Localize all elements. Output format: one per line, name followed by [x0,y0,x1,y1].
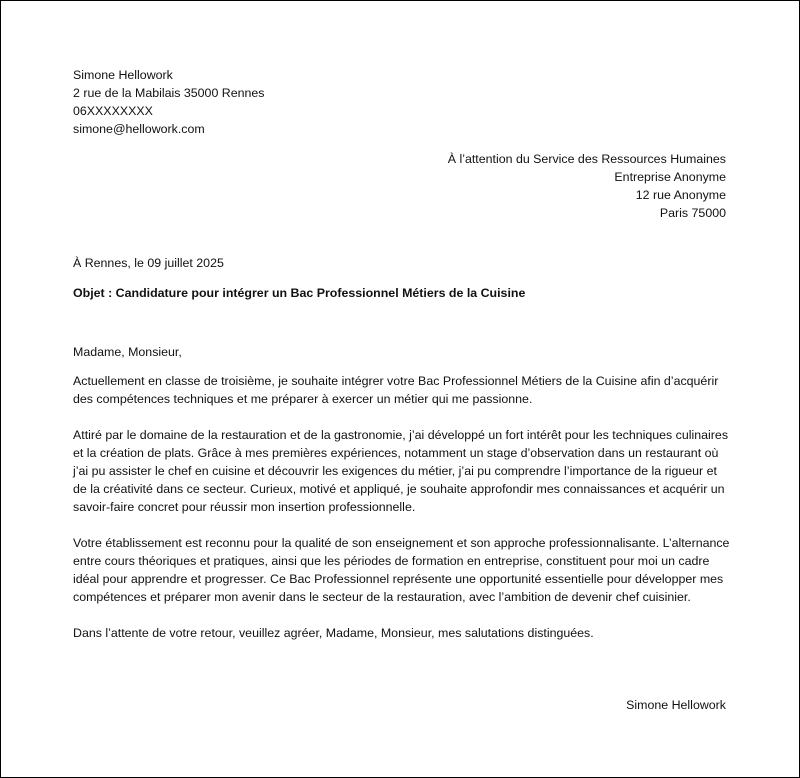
paragraph-motivation: Attiré par le domaine de la restauration et de la gastronomie, j’ai développé un fort intérêt pour les techniques culinaires et la création de plats. Grâce à mes premières expériences, notamment un stage d’observation dans un restaurant où j’ai pu assister le chef en cuisine et découvrir les exigences du métier, j’ai pu comprendre l’importance de la rigueur et de la créativité dans ce secteur. Curieux, motivé et appliqué, je souhaite approfondir mes connaissances et acquérir un savoir-faire concret pour réussir mon insertion professionnelle. [73,428,729,514]
paragraph-closing: Dans l’attente de votre retour, veuillez agréer, Madame, Monsieur, mes salutations distinguées. [73,626,594,640]
sender-block [73,66,265,138]
sender-address: 2 rue de la Mabilais 35000 Rennes [73,86,265,100]
letter-body [73,372,733,660]
sender-email: simone@hellowork.com [73,122,205,136]
signature: Simone Hellowork [626,698,726,712]
paragraph-intro: Actuellement en classe de troisième, je souhaite intégrer votre Bac Professionnel Métiers de la Cuisine afin d’acquérir des compétences techniques et me préparer à exercer un métier qui me passionne. [73,374,719,406]
recipient-block [448,150,726,222]
sender-phone: 06XXXXXXXX [73,104,153,118]
recipient-city: Paris 75000 [659,206,726,220]
recipient-attention: À l’attention du Service des Ressources Humaines [447,152,726,166]
recipient-street: 12 rue Anonyme [635,188,726,202]
date-line: À Rennes, le 09 juillet 2025 [73,256,224,270]
paragraph-school: Votre établissement est reconnu pour la qualité de son enseignement et son approche professionnalisante. L’alternance entre cours théoriques et pratiques, ainsi que les périodes de formation en entreprise, constituent pour moi un cadre idéal pour apprendre et progresser. Ce Bac Professionnel représente une opportunité essentielle pour développer mes compétences et préparer mon avenir dans le secteur de la restauration, avec l’ambition de devenir chef cuisinier. [73,536,730,604]
sender-name: Simone Hellowork [73,68,173,82]
subject-line: Objet : Candidature pour intégrer un Bac Professionnel Métiers de la Cuisine [73,286,526,300]
salutation: Madame, Monsieur, [73,345,182,359]
recipient-company: Entreprise Anonyme [614,170,726,184]
